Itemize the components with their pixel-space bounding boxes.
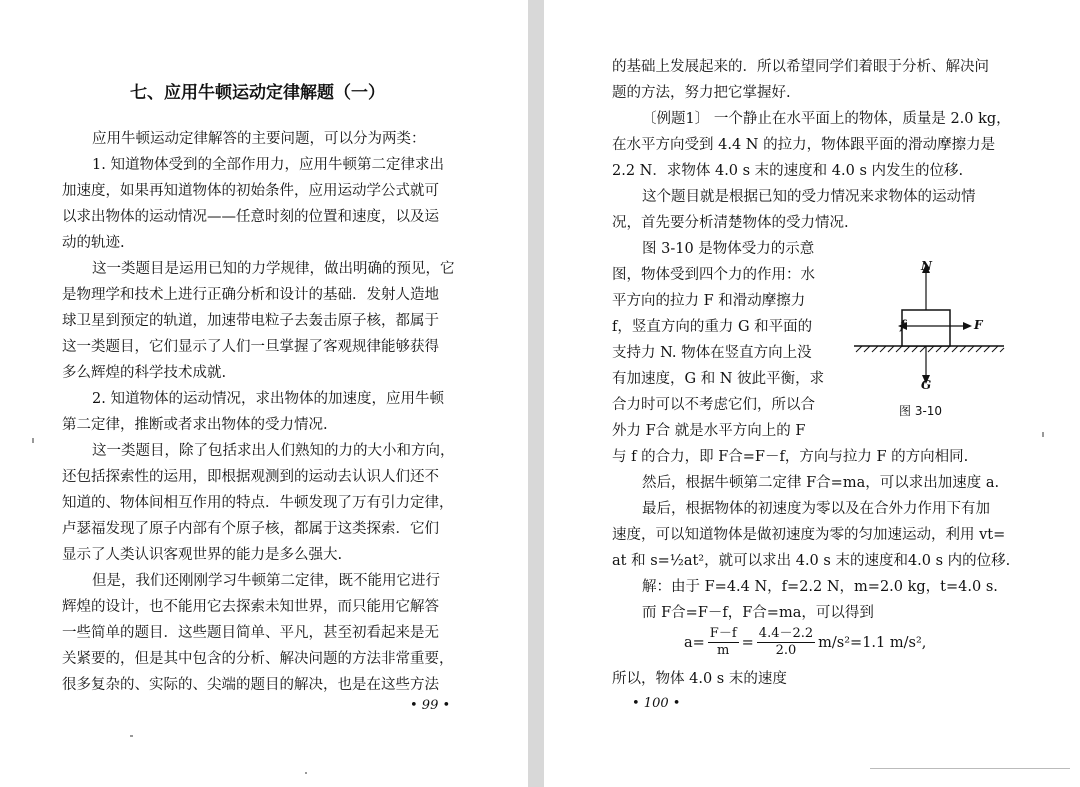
- text-line: 1. 知道物体受到的全部作用力，应用牛顿第二定律求出: [92, 157, 444, 173]
- fraction-denominator: 2.0: [775, 643, 797, 658]
- text-line: f，竖直方向的重力 G 和平面的: [612, 319, 813, 335]
- text-line: 动的轨迹.: [62, 235, 125, 251]
- ground-hatching: [856, 346, 1004, 352]
- text-line: 多么辉煌的科学技术成就.: [62, 365, 227, 381]
- text-line: 知道的、物体间相互作用的特点．牛顿发现了万有引力定律，: [62, 495, 454, 511]
- text-line: 图 3-10 是物体受力的示意: [642, 241, 815, 257]
- label-G: G: [921, 378, 932, 392]
- text-line: 辉煌的设计，也不能用它去探索未知世界，而只能用它解答: [62, 599, 439, 615]
- acceleration-equation: [684, 626, 926, 659]
- text-line: 2. 知道物体的运动情况，求出物体的加速度，应用牛顿: [92, 391, 444, 407]
- text-line: 这一类题目是运用已知的力学规律，做出明确的预见，它: [92, 261, 455, 277]
- text-line: 支持力 N. 物体在竖直方向上没: [612, 345, 812, 361]
- text-line: 是物理学和技术上进行正确分析和设计的基础．发射人造地: [62, 287, 439, 303]
- figure-caption: 图 3-10: [899, 404, 943, 418]
- text-line: 速度，可以知道物体是做初速度为零的匀加速运动，利用 vt=: [612, 527, 1006, 543]
- block: [902, 310, 950, 346]
- text-line: 所以，物体 4.0 s 末的速度: [612, 671, 787, 687]
- pull-arrowhead: [963, 322, 972, 330]
- text-line: 的基础上发展起来的．所以希望同学们着眼于分析、解决问: [612, 59, 989, 75]
- text-line: 还包括探索性的运用，即根据观测到的运动去认识人们还不: [62, 469, 439, 485]
- text-line: 在水平方向受到 4.4 N 的拉力，物体跟平面的滑动摩擦力是: [612, 137, 996, 153]
- text-line: 这一类题目，它们显示了人们一旦掌握了客观规律能够获得: [62, 339, 439, 355]
- text-line: 卢瑟福发现了原子内部有个原子核，都属于这类探索．它们: [62, 521, 439, 537]
- scan-speck: [130, 735, 133, 737]
- text-line: 合力时可以不考虑它们，所以合: [612, 397, 815, 413]
- fraction-numerator: F－f: [709, 626, 737, 641]
- text-line: 应用牛顿运动定律解答的主要问题，可以分为两类：: [92, 131, 426, 147]
- text-line: 球卫星到预定的轨道，加速带电粒子去轰击原子核，都属于: [62, 313, 439, 329]
- text-line: 题的方法，努力把它掌握好.: [612, 85, 791, 101]
- text-line: 而 F合=F－f，F合=ma，可以得到: [642, 605, 874, 621]
- text-line: 以求出物体的运动情况——任意时刻的位置和速度，以及运: [62, 209, 439, 225]
- page-number: • 100 •: [632, 696, 681, 711]
- scan-streak: [870, 768, 1070, 769]
- left-page: [0, 0, 528, 787]
- text-line: 解：由于 F=4.4 N，f=2.2 N，m=2.0 kg，t=4.0 s.: [642, 579, 998, 595]
- text-line: 加速度，如果再知道物体的初始条件，应用运动学公式就可: [62, 183, 439, 199]
- text-line: at 和 s=½at²，就可以求出 4.0 s 末的速度和4.0 s 内的位移.: [612, 553, 1011, 569]
- text-line: 与 f 的合力，即 F合=F－f，方向与拉力 F 的方向相同.: [612, 449, 969, 465]
- right-page: [544, 0, 1080, 787]
- text-line: 〔例题1〕 一个静止在水平面上的物体，质量是 2.0 kg，: [642, 111, 1011, 127]
- text-line: 这个题目就是根据已知的受力情况来求物体的运动情: [642, 189, 976, 205]
- text-line: 很多复杂的、实际的、尖端的题目的解决，也是在这些方法: [62, 677, 439, 693]
- text-line: 第二定律，推断或者求出物体的受力情况.: [62, 417, 328, 433]
- label-N: N: [921, 259, 932, 273]
- scan-speck: [32, 438, 34, 443]
- text-line: 外力 F合 就是水平方向上的 F: [612, 423, 806, 439]
- text-line: 况，首先要分析清楚物体的受力情况.: [612, 215, 849, 231]
- equation-equals: =: [741, 634, 754, 651]
- text-line: 这一类题目，除了包括求出人们熟知的力的大小和方向，: [92, 443, 455, 459]
- text-line: 然后，根据牛顿第二定律 F合=ma，可以求出加速度 a.: [642, 475, 1000, 491]
- scan-speck: [305, 772, 307, 774]
- fraction-denominator: m: [717, 643, 730, 658]
- text-line: 2.2 N．求物体 4.0 s 末的速度和 4.0 s 内发生的位移.: [612, 163, 964, 179]
- fraction-numerator: 4.4－2.2: [758, 626, 814, 641]
- text-line: 显示了人类认识客观世界的能力是多么强大.: [62, 547, 343, 563]
- text-line: 有加速度，G 和 N 彼此平衡，求: [612, 371, 825, 387]
- text-line: 但是，我们还刚刚学习牛顿第二定律，既不能用它进行: [92, 573, 440, 589]
- text-line: 平方向的拉力 F 和滑动摩擦力: [612, 293, 806, 309]
- text-line: 图，物体受到四个力的作用：水: [612, 267, 815, 283]
- fraction-numeric: [757, 626, 815, 659]
- label-F: F: [974, 318, 983, 332]
- text-line: 关紧要的，但是其中包含的分析、解决问题的方法非常重要，: [62, 651, 454, 667]
- fraction-symbolic: [708, 626, 739, 659]
- equation-rhs: m/s²=1.1 m/s²,: [818, 634, 927, 651]
- text-line: 一些简单的题目．这些题目简单、平凡，甚至初看起来是无: [62, 625, 439, 641]
- equation-lhs: a=: [684, 634, 705, 651]
- label-f: f: [900, 318, 906, 332]
- text-line: 最后，根据物体的初速度为零以及在合外力作用下有加: [642, 501, 990, 517]
- section-title: 七、应用牛顿运动定律解题（一）: [130, 83, 385, 103]
- page-number: • 99 •: [410, 698, 451, 713]
- book-gutter: [528, 0, 544, 787]
- scan-speck: [1042, 432, 1044, 437]
